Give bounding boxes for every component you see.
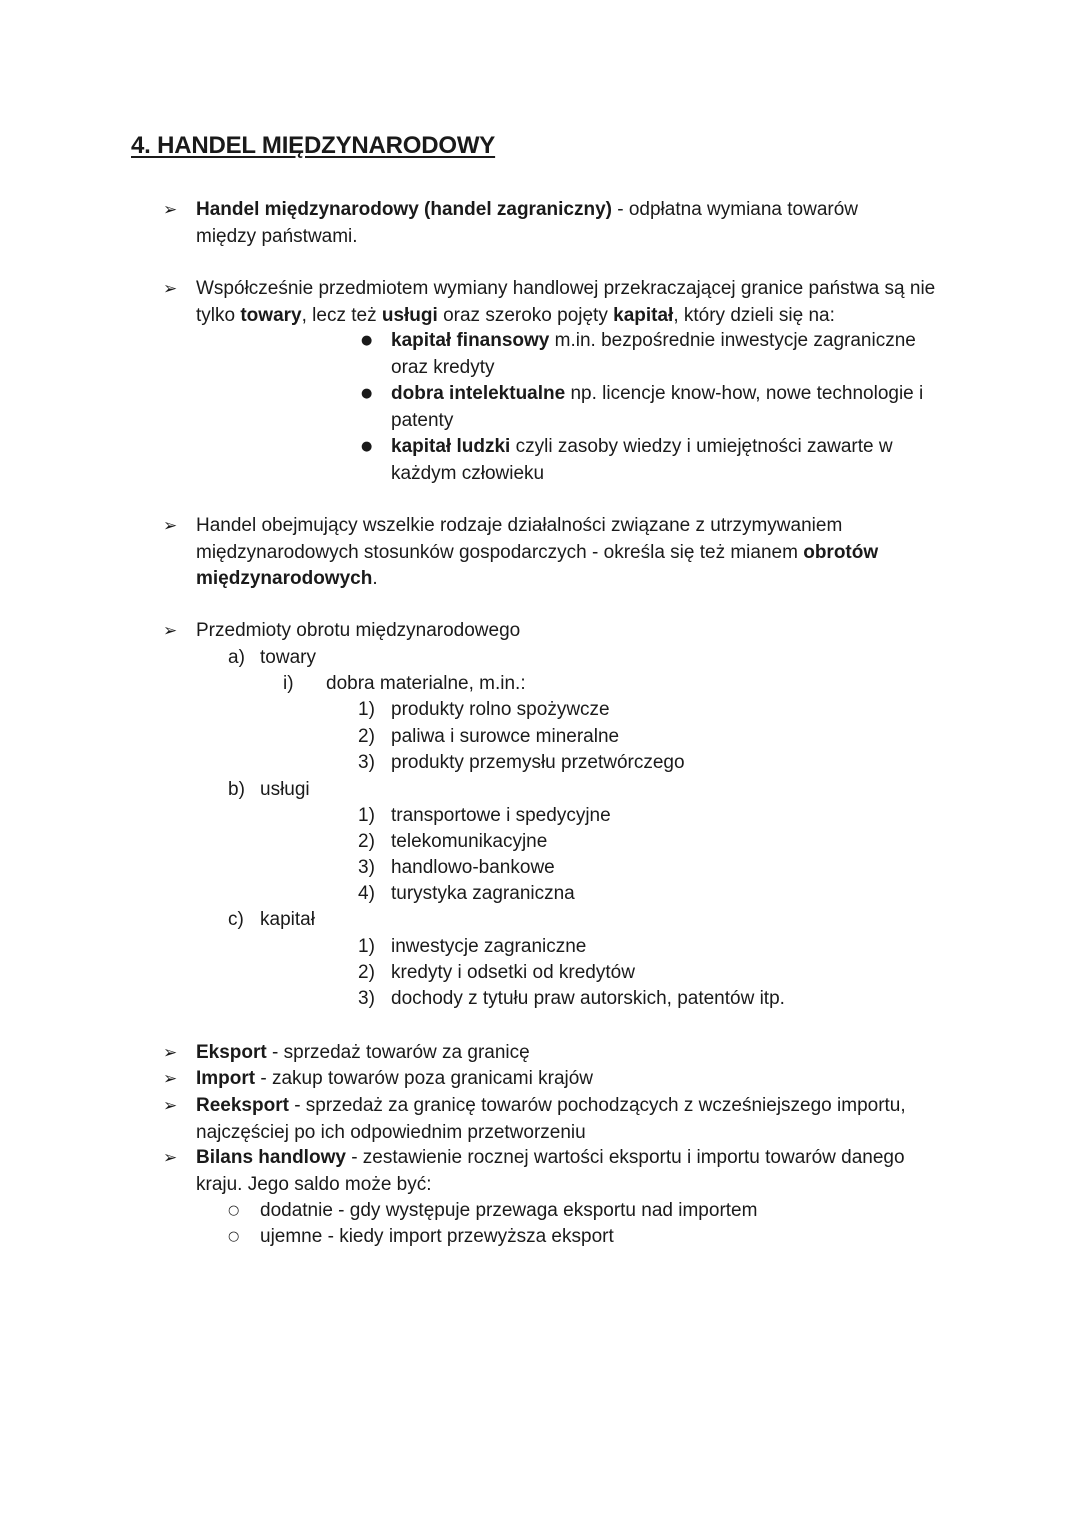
arrow-bullet-icon: ➢ — [163, 1096, 178, 1116]
circle-bullet-icon: ○ — [228, 1229, 240, 1244]
list-item-text: m.in. bezpośrednie inwestycje zagraniczne oraz kredyty — [391, 330, 916, 378]
list-item: handlowo-bankowe — [391, 857, 555, 878]
list-item-text: np. licencje know-how, nowe technologie i patenty — [391, 383, 924, 431]
list-item: paliwa i surowce mineralne — [391, 726, 620, 747]
category-kapital: kapitał — [260, 909, 315, 930]
text-span: Współcześnie przedmiotem wymiany handlowej przekraczającej granice państwa są nie tylko — [196, 278, 936, 326]
term-handel-miedzynarodowy: Handel międzynarodowy (handel zagraniczny) — [196, 199, 612, 220]
definition-text: - sprzedaż towarów za granicę — [266, 1042, 530, 1063]
term-towary: towary — [240, 304, 302, 326]
list-item-kapital-ludzki — [391, 434, 926, 487]
subcategory-dobra-materialne: dobra materialne, m.in.: — [326, 673, 526, 694]
list-item: dochody z tytułu praw autorskich, patentów itp. — [391, 988, 785, 1009]
bullet-dot-icon: ● — [361, 386, 373, 401]
list-item-term: kapitał ludzki — [391, 436, 511, 457]
list-marker: c) — [228, 909, 244, 930]
term-kapital: kapitał — [613, 304, 674, 326]
list-item: produkty rolno spożywcze — [391, 699, 610, 720]
definition-text: - odpłatna wymiana towarów między państwami. — [196, 199, 859, 247]
list-marker: b) — [228, 779, 245, 800]
definition-reeksport — [196, 1093, 948, 1146]
list-marker: i) — [283, 673, 294, 694]
definition-text: - sprzedaż za granicę towarów pochodzących z wcześniejszego importu, najczęściej po ich odpowiednim przetworzeniu — [196, 1095, 906, 1143]
paragraph-przedmiot-wymiany — [196, 276, 951, 329]
list-marker: 3) — [358, 857, 375, 878]
text-span: , lecz też — [301, 304, 382, 326]
paragraph-obroty-miedzynarodowe — [196, 513, 931, 593]
list-item-saldo-ujemne: ujemne - kiedy import przewyższa eksport — [260, 1226, 614, 1247]
term-bilans-handlowy: Bilans handlowy — [196, 1147, 346, 1168]
list-item-term: dobra intelektualne — [391, 383, 566, 404]
list-item: kredyty i odsetki od kredytów — [391, 962, 635, 983]
category-towary: towary — [260, 647, 316, 668]
list-item: turystyka zagraniczna — [391, 883, 575, 904]
circle-bullet-icon: ○ — [228, 1203, 240, 1218]
term-obroty-miedzynarodowe: obrotów międzynarodowych — [196, 541, 879, 589]
definition-import — [196, 1066, 956, 1093]
list-item: transportowe i spedycyjne — [391, 805, 611, 826]
text-span: , który dzieli się na: — [673, 304, 835, 326]
list-marker: 2) — [358, 726, 375, 747]
term-reeksport: Reeksport — [196, 1095, 289, 1116]
list-marker: 2) — [358, 831, 375, 852]
text-span: oraz szeroko pojęty — [437, 304, 614, 326]
section-heading-przedmioty: Przedmioty obrotu międzynarodowego — [196, 620, 521, 641]
list-item: inwestycje zagraniczne — [391, 936, 587, 957]
definition-bilans-handlowy — [196, 1145, 948, 1198]
bullet-dot-icon: ● — [361, 439, 373, 454]
list-marker: a) — [228, 647, 245, 668]
list-marker: 1) — [358, 699, 375, 720]
list-marker: 4) — [358, 883, 375, 904]
term-eksport: Eksport — [196, 1042, 267, 1063]
term-uslugi: usługi — [381, 304, 438, 326]
definition-text: - zakup towarów poza granicami krajów — [255, 1068, 594, 1089]
list-item: telekomunikacyjne — [391, 831, 548, 852]
list-item-text: czyli zasoby wiedzy i umiejętności zawarte w każdym człowieku — [391, 436, 893, 484]
list-item-saldo-dodatnie: dodatnie - gdy występuje przewaga eksportu nad importem — [260, 1200, 758, 1221]
list-marker: 3) — [358, 988, 375, 1009]
list-marker: 1) — [358, 936, 375, 957]
arrow-bullet-icon: ➢ — [163, 1148, 178, 1168]
list-marker: 2) — [358, 962, 375, 983]
text-span: . — [372, 568, 378, 589]
list-item-dobra-intelektualne — [391, 381, 951, 434]
term-import: Import — [196, 1068, 256, 1089]
list-item-term: kapitał finansowy — [391, 330, 550, 351]
arrow-bullet-icon: ➢ — [163, 1069, 178, 1089]
definition-eksport — [196, 1040, 956, 1067]
list-item-kapital-finansowy — [391, 328, 951, 381]
arrow-bullet-icon: ➢ — [163, 1043, 178, 1063]
page-title: 4. HANDEL MIĘDZYNARODOWY — [131, 132, 496, 159]
text-span: Handel obejmujący wszelkie rodzaje działalności związane z utrzymywaniem międzynarodowych stosunków gospodarczych - określa się też mianem — [196, 515, 843, 563]
category-uslugi: usługi — [260, 779, 310, 800]
list-marker: 1) — [358, 805, 375, 826]
arrow-bullet-icon: ➢ — [163, 279, 178, 299]
definition-text: - zestawienie rocznej wartości eksportu i importu towarów danego kraju. Jego saldo może być: — [196, 1147, 905, 1195]
arrow-bullet-icon: ➢ — [163, 200, 178, 220]
list-marker: 3) — [358, 752, 375, 773]
bullet-dot-icon: ● — [361, 333, 373, 348]
list-item: produkty przemysłu przetwórczego — [391, 752, 685, 773]
arrow-bullet-icon: ➢ — [163, 621, 178, 641]
arrow-bullet-icon: ➢ — [163, 516, 178, 536]
paragraph-definition-handel — [196, 197, 916, 250]
